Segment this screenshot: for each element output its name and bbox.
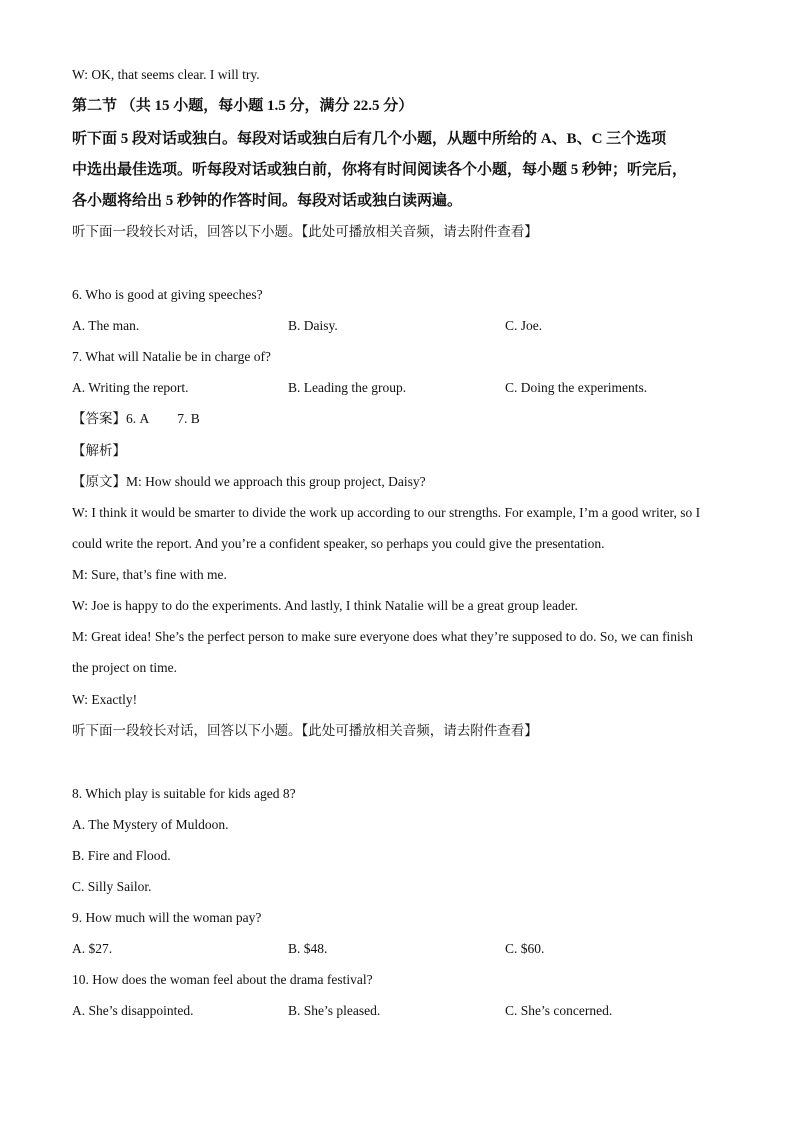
instruction-line-1: 听下面 5 段对话或独白。每段对话或独白后有几个小题，从题中所给的 A、B、C 三个选项	[72, 131, 667, 147]
option-b[interactable]: B. Leading the group.	[288, 380, 407, 395]
answer-7: 7. B	[177, 411, 200, 426]
answer-6: 6. A	[126, 411, 150, 426]
option-a[interactable]: A. $27.	[72, 941, 113, 956]
question-7-stem: 7. What will Natalie be in charge of?	[72, 349, 271, 364]
question-10-options	[72, 1001, 732, 1021]
instruction-line-2: 中选出最佳选项。听每段对话或独白前，你将有时间阅读各个小题，每小题 5 秒钟；听完后，	[72, 162, 688, 178]
transcript-line: W: Joe is happy to do the experiments. And lastly, I think Natalie will be a great group leader.	[72, 598, 578, 613]
option-b[interactable]: B. Daisy.	[288, 318, 338, 333]
option-b[interactable]: B. $48.	[288, 941, 328, 956]
transcript-line: W: I think it would be smarter to divide the work up according to our strengths. For example, I’m a good writer, so I	[72, 505, 701, 520]
listening-prompt: 听下面一段较长对话，回答以下小题。【此处可播放相关音频，请去附件查看】	[72, 723, 538, 738]
option-a[interactable]: A. The Mystery of Muldoon.	[72, 817, 229, 832]
transcript-line: M: Sure, that’s fine with me.	[72, 567, 227, 582]
question-9-options	[72, 939, 732, 959]
answer-tag: 【答案】	[72, 411, 126, 426]
section-title: 第二节 （共 15 小题，每小题 1.5 分，满分 22.5 分）	[72, 98, 414, 114]
question-8-stem: 8. Which play is suitable for kids aged 8?	[72, 786, 296, 801]
option-b[interactable]: B. Fire and Flood.	[72, 848, 171, 863]
option-a[interactable]: A. She’s disappointed.	[72, 1003, 194, 1018]
question-9-stem: 9. How much will the woman pay?	[72, 910, 262, 925]
option-c[interactable]: C. Joe.	[505, 318, 543, 333]
transcript-line: could write the report. And you’re a confident speaker, so perhaps you could give the presentation.	[72, 536, 605, 551]
transcript-line: the project on time.	[72, 660, 177, 675]
option-c[interactable]: C. Silly Sailor.	[72, 879, 152, 894]
analysis-tag: 【解析】	[72, 443, 126, 458]
instruction-line-3: 各小题将给出 5 秒钟的作答时间。每段对话或独白读两遍。	[72, 193, 463, 209]
question-6-options	[72, 316, 732, 336]
option-a[interactable]: A. The man.	[72, 318, 140, 333]
transcript-line: M: Great idea! She’s the perfect person to make sure everyone does what they’re supposed to do. So, we can finish	[72, 629, 693, 644]
listening-prompt: 听下面一段较长对话，回答以下小题。【此处可播放相关音频，请去附件查看】	[72, 224, 538, 239]
option-c[interactable]: C. $60.	[505, 941, 545, 956]
question-6-stem: 6. Who is good at giving speeches?	[72, 287, 263, 302]
question-7-options	[72, 378, 732, 398]
option-c[interactable]: C. Doing the experiments.	[505, 380, 648, 395]
question-10-stem: 10. How does the woman feel about the drama festival?	[72, 972, 373, 987]
option-c[interactable]: C. She’s concerned.	[505, 1003, 613, 1018]
option-a[interactable]: A. Writing the report.	[72, 380, 189, 395]
option-b[interactable]: B. She’s pleased.	[288, 1003, 381, 1018]
transcript-line: 【原文】M: How should we approach this group project, Daisy?	[72, 474, 426, 489]
transcript-line: W: Exactly!	[72, 692, 138, 707]
dialogue-line: W: OK, that seems clear. I will try.	[72, 67, 260, 82]
answer-line	[72, 409, 200, 429]
